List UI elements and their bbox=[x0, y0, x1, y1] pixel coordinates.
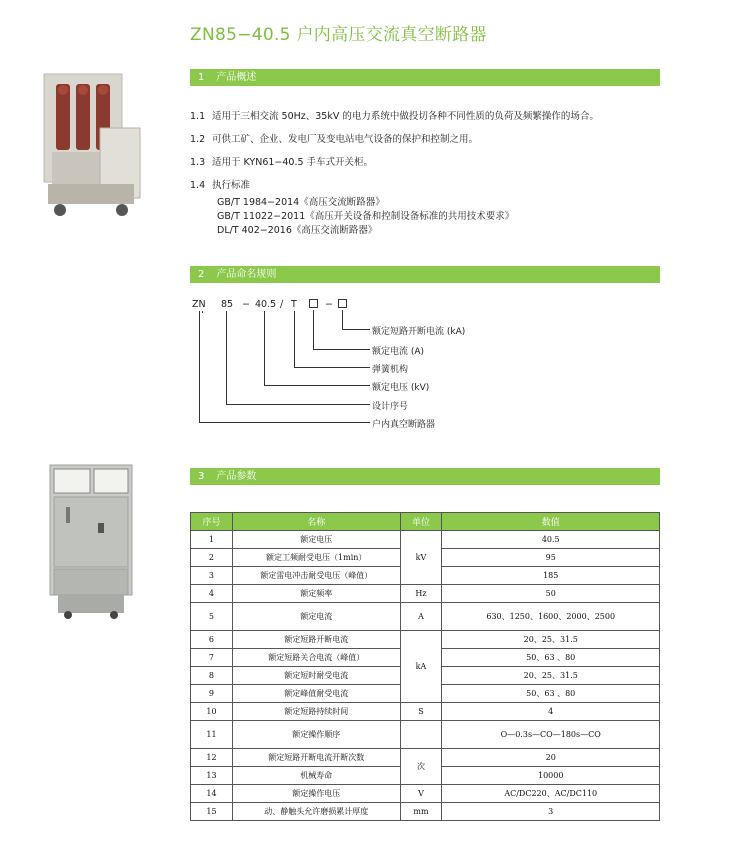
naming-label: 弹簧机构 bbox=[372, 365, 409, 375]
table-cell: 额定操作电压 bbox=[232, 785, 400, 803]
overview-item: 1.3 适用于 KYN61−40.5 手车式开关柜。 bbox=[190, 157, 374, 168]
product-photo-cabinet bbox=[48, 463, 134, 621]
header-name: 名称 bbox=[232, 513, 400, 531]
table-row bbox=[191, 631, 660, 649]
table-cell: 95 bbox=[442, 549, 660, 567]
overview-item: 1.2 可供工矿、企业、发电厂及变电站电气设备的保护和控制之用。 bbox=[190, 134, 479, 145]
section-header-overview: 1 产品概述 bbox=[190, 69, 660, 86]
unit-cell: mm bbox=[400, 803, 442, 821]
naming-label: 额定电压 (kV) bbox=[372, 383, 430, 393]
header-index: 序号 bbox=[191, 513, 233, 531]
table-cell: 额定短路开断电流 bbox=[232, 631, 400, 649]
overview-item: 1.1 适用于三相交流 50Hz、35kV 的电力系统中做投切各种不同性质的负荷及频繁操作的场合。 bbox=[190, 111, 599, 122]
section-header-naming: 2 产品命名规则 bbox=[190, 266, 660, 283]
unit-cell: 次 bbox=[400, 749, 442, 785]
unit-cell: S bbox=[400, 703, 442, 721]
header-value: 数值 bbox=[442, 513, 660, 531]
table-cell: 6 bbox=[191, 631, 233, 649]
table-cell: 10 bbox=[191, 703, 233, 721]
parameters-table bbox=[190, 512, 660, 821]
table-cell: 14 bbox=[191, 785, 233, 803]
naming-code: 85 bbox=[221, 299, 234, 310]
placeholder-box bbox=[338, 299, 347, 308]
naming-label: 设计序号 bbox=[372, 402, 409, 412]
standard-line: DL/T 402−2016《高压交流断路器》 bbox=[217, 225, 378, 236]
naming-code: / bbox=[280, 299, 284, 310]
unit-cell: A bbox=[400, 603, 442, 631]
product-photo-breaker bbox=[40, 72, 148, 222]
standard-line: GB/T 11022−2011《高压开关设备和控制设备标准的共用技术要求》 bbox=[217, 211, 515, 222]
section-header-params: 3 产品参数 bbox=[190, 468, 660, 485]
table-cell: 1 bbox=[191, 531, 233, 549]
table-cell: 10000 bbox=[442, 767, 660, 785]
table-cell: 7 bbox=[191, 649, 233, 667]
table-cell: 额定短路开断电流开断次数 bbox=[232, 749, 400, 767]
placeholder-box bbox=[309, 299, 318, 308]
table-cell: 20、25、31.5 bbox=[442, 667, 660, 685]
table-row bbox=[191, 721, 660, 749]
table-cell: 13 bbox=[191, 767, 233, 785]
table-cell: 4 bbox=[442, 703, 660, 721]
unit-cell: Hz bbox=[400, 585, 442, 603]
table-header-row bbox=[191, 513, 660, 531]
naming-code: − bbox=[325, 299, 333, 310]
overview-item: 1.4 执行标准 bbox=[190, 180, 251, 191]
table-cell: 额定操作顺序 bbox=[232, 721, 400, 749]
table-cell: O—0.3s—CO—180s—CO bbox=[442, 721, 660, 749]
naming-code: − bbox=[242, 299, 250, 310]
table-cell: 额定电流 bbox=[232, 603, 400, 631]
page-title: ZN85−40.5 户内高压交流真空断路器 bbox=[190, 25, 487, 45]
table-row bbox=[191, 703, 660, 721]
table-cell: 185 bbox=[442, 567, 660, 585]
table-cell: 2 bbox=[191, 549, 233, 567]
table-row bbox=[191, 803, 660, 821]
standard-line: GB/T 1984−2014《高压交流断路器》 bbox=[217, 197, 385, 208]
naming-code: T bbox=[291, 299, 297, 310]
table-cell: 40.5 bbox=[442, 531, 660, 549]
table-row bbox=[191, 531, 660, 549]
table-cell: 50、63 、80 bbox=[442, 649, 660, 667]
table-cell: 11 bbox=[191, 721, 233, 749]
unit-cell: V bbox=[400, 785, 442, 803]
table-cell: AC/DC220、AC/DC110 bbox=[442, 785, 660, 803]
table-cell: 20、25、31.5 bbox=[442, 631, 660, 649]
table-cell: 4 bbox=[191, 585, 233, 603]
table-cell: 额定短路关合电流（峰值） bbox=[232, 649, 400, 667]
table-cell: 额定频率 bbox=[232, 585, 400, 603]
header-unit: 单位 bbox=[400, 513, 442, 531]
table-cell: 630、1250、1600、2000、2500 bbox=[442, 603, 660, 631]
table-cell: 动、静触头允许磨损累计厚度 bbox=[232, 803, 400, 821]
table-cell: 3 bbox=[191, 567, 233, 585]
table-cell: 额定短时耐受电流 bbox=[232, 667, 400, 685]
table-cell: 机械寿命 bbox=[232, 767, 400, 785]
table-cell: 额定雷电冲击耐受电压（峰值） bbox=[232, 567, 400, 585]
unit-cell: kV bbox=[400, 531, 442, 585]
table-cell: 额定峰值耐受电流 bbox=[232, 685, 400, 703]
table-row bbox=[191, 785, 660, 803]
table-cell: 3 bbox=[442, 803, 660, 821]
table-cell: 50、63 、80 bbox=[442, 685, 660, 703]
naming-label: 额定短路开断电流 (kA) bbox=[372, 327, 466, 337]
table-cell bbox=[400, 721, 442, 749]
table-cell: 15 bbox=[191, 803, 233, 821]
table-cell: 20 bbox=[442, 749, 660, 767]
table-cell: 8 bbox=[191, 667, 233, 685]
table-cell: 5 bbox=[191, 603, 233, 631]
naming-code: ZN bbox=[192, 299, 206, 310]
table-row bbox=[191, 749, 660, 767]
table-cell: 12 bbox=[191, 749, 233, 767]
naming-label: 额定电流 (A) bbox=[372, 347, 425, 357]
table-cell: 9 bbox=[191, 685, 233, 703]
table-cell: 额定工频耐受电压（1min） bbox=[232, 549, 400, 567]
naming-label: 户内真空断路器 bbox=[372, 420, 436, 430]
table-row bbox=[191, 585, 660, 603]
table-cell: 额定短路持续时间 bbox=[232, 703, 400, 721]
table-cell: 50 bbox=[442, 585, 660, 603]
unit-cell: kA bbox=[400, 631, 442, 703]
naming-code: 40.5 bbox=[255, 299, 277, 310]
table-cell: 额定电压 bbox=[232, 531, 400, 549]
table-row bbox=[191, 603, 660, 631]
